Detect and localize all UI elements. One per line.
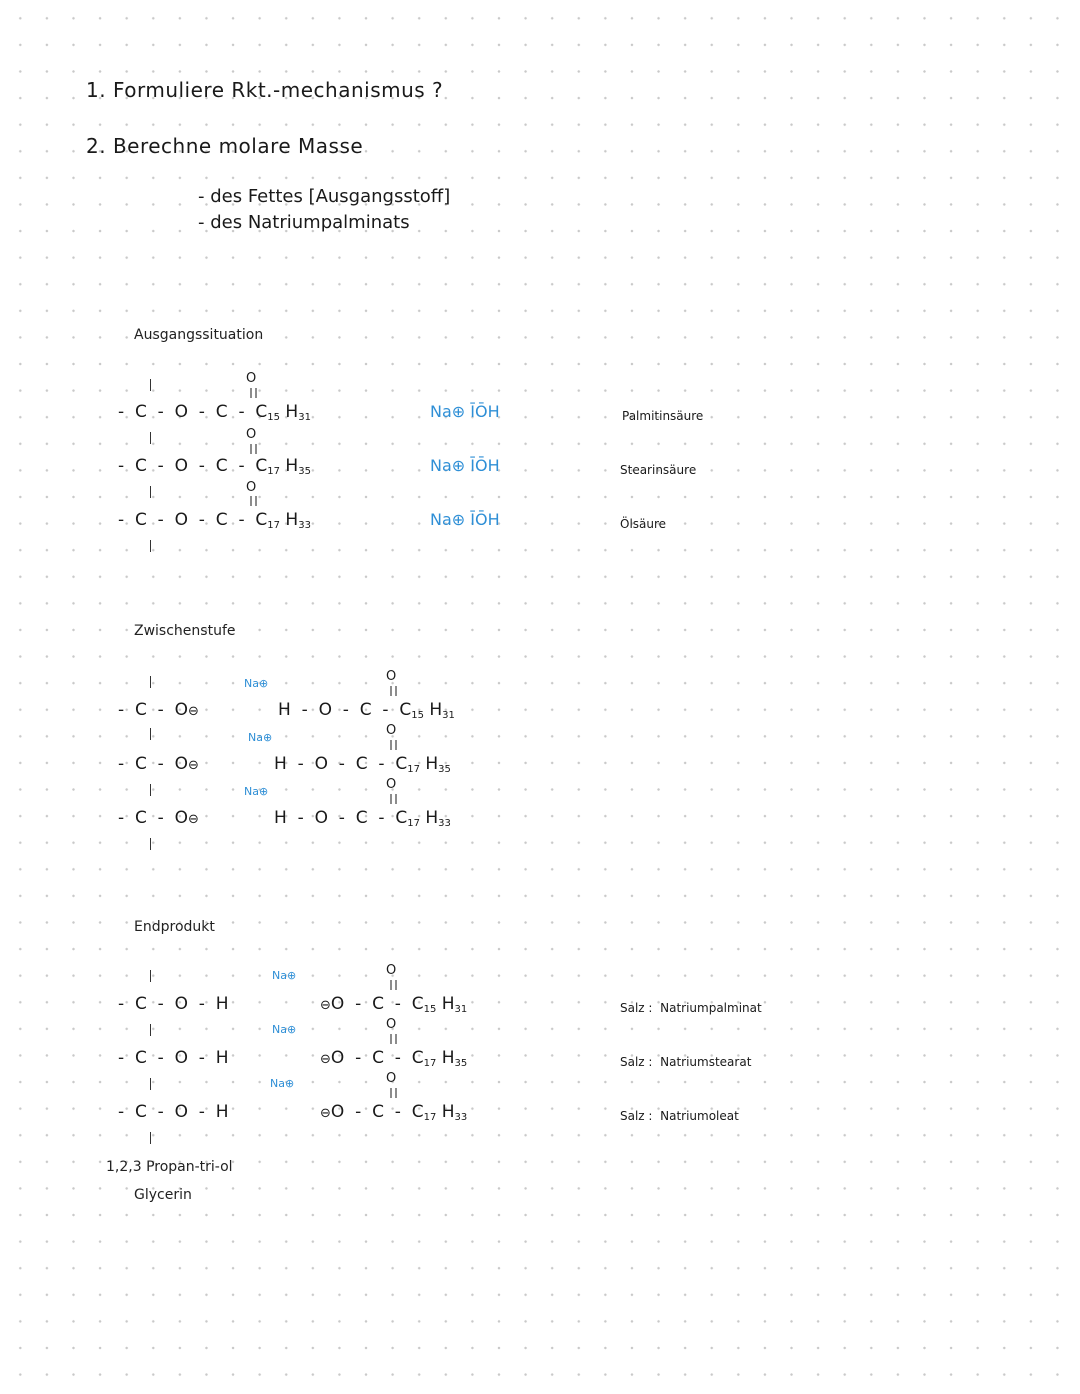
sodium-ion: Na⊕ bbox=[244, 785, 269, 798]
carbonyl-oxygen: O bbox=[246, 480, 257, 495]
carbonyl-oxygen: O bbox=[386, 1071, 397, 1086]
carbonyl-oxygen: O bbox=[386, 723, 397, 738]
glycerol-name: 1,2,3 Propan-tri-ol bbox=[106, 1159, 233, 1175]
naoh-2: Na⊕ ĪŌH bbox=[430, 456, 500, 475]
acid-oleic: Ölsäure bbox=[620, 517, 667, 531]
chain-label: $C_{15}$ $H_{31}$ bbox=[399, 700, 455, 721]
acid-stearic: Stearinsäure bbox=[620, 463, 697, 477]
oxygen: O bbox=[174, 402, 188, 422]
carbonyl-oxygen: O bbox=[246, 427, 257, 442]
alkoxide-row: - C - O⊖ bbox=[118, 808, 199, 828]
alkoxide-row: - C - O⊖ bbox=[118, 700, 199, 720]
chain-label: $C_{17}$ $H_{33}$ bbox=[395, 808, 451, 829]
sodium-ion: Na⊕ bbox=[248, 731, 273, 744]
carboxylate-row: ⊖O - C - $C_{17}$ $H_{33}$ bbox=[320, 1102, 468, 1123]
bond: - bbox=[198, 402, 205, 422]
glycerol-row: - C - O - H bbox=[118, 994, 229, 1014]
salt-stearate: Salz : Natriumstearat bbox=[620, 1055, 752, 1069]
task-2: 2. Berechne molare Masse bbox=[86, 134, 364, 158]
carbon: C bbox=[134, 402, 147, 422]
salt-palmitate: Salz : Natriumpalminat bbox=[620, 1001, 762, 1015]
ester-row: - C - O - C - $C_{17}$ $H_{33}$ bbox=[118, 510, 311, 531]
section-start-label: Ausgangssituation bbox=[134, 327, 264, 343]
bond: - bbox=[238, 402, 245, 422]
chain-label: $C_{15}$ $H_{31}$ bbox=[255, 402, 311, 423]
chain-label: $C_{17}$ $H_{35}$ bbox=[255, 456, 311, 477]
acid-row: H - O - C - $C_{17}$ $H_{35}$ bbox=[274, 754, 451, 775]
naoh-3: Na⊕ ĪŌH bbox=[430, 510, 500, 529]
carbonyl-oxygen: O bbox=[386, 669, 397, 684]
glycerol-row: - C - O - H bbox=[118, 1102, 229, 1122]
acid-row: H - O - C - $C_{15}$ $H_{31}$ bbox=[278, 700, 455, 721]
section-intermediate-label: Zwischenstufe bbox=[134, 623, 236, 639]
sodium-ion: Na⊕ bbox=[270, 1077, 295, 1090]
alkoxide-row: - C - O⊖ bbox=[118, 754, 199, 774]
chain-label: $C_{17}$ $H_{33}$ bbox=[255, 510, 311, 531]
ester-row: - C - O - C - $C_{17}$ $H_{35}$ bbox=[118, 456, 311, 477]
glycerol-row: - C - O - H bbox=[118, 1048, 229, 1068]
chain-label: $C_{17}$ $H_{35}$ bbox=[395, 754, 451, 775]
naoh-1: Na⊕ ĪŌH bbox=[430, 402, 500, 421]
chain-label: $C_{17}$ $H_{33}$ bbox=[411, 1102, 468, 1123]
task-2-bullet-salt: - des Natriumpalminats bbox=[198, 212, 410, 233]
task-2-bullet-fat: - des Fettes [Ausgangsstoff] bbox=[198, 186, 451, 207]
carbonyl-carbon: C bbox=[215, 402, 228, 422]
acid-row: H - O - C - $C_{17}$ $H_{33}$ bbox=[274, 808, 451, 829]
sodium-ion: Na⊕ bbox=[272, 969, 297, 982]
carbonyl-oxygen: O bbox=[386, 777, 397, 792]
sodium-ion: Na⊕ bbox=[272, 1023, 297, 1036]
chain-label: $C_{15}$ $H_{31}$ bbox=[411, 994, 468, 1015]
salt-oleate: Salz : Natriumoleat bbox=[620, 1109, 739, 1123]
section-end-label: Endprodukt bbox=[134, 919, 215, 935]
carboxylate-row: ⊖O - C - $C_{17}$ $H_{35}$ bbox=[320, 1048, 468, 1069]
bond: - bbox=[118, 402, 125, 422]
glycerol-common-name: Glycerin bbox=[134, 1187, 192, 1203]
acid-palmitic: Palmitinsäure bbox=[622, 409, 704, 423]
carbonyl-oxygen: O bbox=[386, 1017, 397, 1032]
sodium-ion: Na⊕ bbox=[244, 677, 269, 690]
carbonyl-oxygen: O bbox=[246, 371, 257, 386]
chain-label: $C_{17}$ $H_{35}$ bbox=[411, 1048, 468, 1069]
bond: - bbox=[157, 402, 164, 422]
carboxylate-row: ⊖O - C - $C_{15}$ $H_{31}$ bbox=[320, 994, 468, 1015]
carbonyl-oxygen: O bbox=[386, 963, 397, 978]
task-1: 1. Formuliere Rkt.-mechanismus ? bbox=[86, 78, 444, 102]
